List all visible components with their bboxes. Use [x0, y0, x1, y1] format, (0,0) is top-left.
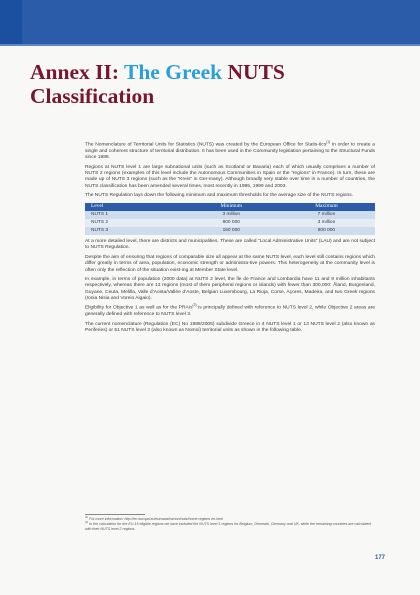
- table-header-maximum: Maximum: [278, 203, 375, 211]
- table-cell: 800 000: [278, 227, 375, 235]
- table-cell: NUTS 3: [85, 227, 185, 235]
- table-row: [85, 211, 375, 219]
- page-title: [30, 60, 390, 108]
- footnote-divider: [85, 514, 145, 515]
- table-header-minimum: Minimum: [185, 203, 278, 211]
- footnote-2: $^{(2)}$ In the calculation for the EU-15 eligible regions we have included the NUTS level 1 regions for Belgium, Denmark, Germany and UK, while the remaining countries are calculated with their NUTS level 2 regions.: [85, 520, 371, 531]
- title-prefix: Annex II:: [30, 60, 124, 84]
- paragraph-eligibility: Eligibility for Objective 1 as well as for the PRAIs$^{(2)}$ is principally defined with reference to NUTS level 2, while Objective 2 areas are generally defined with reference to NUTS level 3.: [85, 303, 375, 318]
- table-cell: NUTS 2: [85, 219, 185, 227]
- table-cell: 150 000: [185, 227, 278, 235]
- footnote-ref-2[interactable]: (2): [192, 303, 197, 308]
- header-side-block: [0, 0, 22, 44]
- table-cell: 3 million: [185, 211, 278, 219]
- table-header-level: Level: [85, 203, 185, 211]
- paragraph-lau: At a more detailed level, there are districts and municipalities. These are called “Local Administrative Units” (LAU) and are not subject to NUTS Regulation.: [85, 239, 375, 251]
- body-text: [85, 142, 375, 338]
- header-rule: [0, 44, 420, 46]
- title-highlight: The Greek: [124, 60, 223, 84]
- table-cell: 7 million: [278, 211, 375, 219]
- footnote-ref-1[interactable]: (1): [326, 140, 331, 144]
- footnote-1: $^{(1)}$ For more information: http://ec.europa.eu/eurostat/ramon/nuts/home regions en.html: [85, 515, 224, 521]
- table-cell: NUTS 1: [85, 211, 185, 219]
- table-row: [85, 227, 375, 235]
- page-number: 177: [374, 555, 385, 561]
- nuts-threshold-table: [85, 203, 375, 236]
- paragraph-thresholds: The NUTS Regulation lays down the following minimum and maximum thresholds for the average size of the NUTS regions.: [85, 193, 354, 199]
- title-line-2: Classification: [30, 84, 155, 108]
- paragraph-heterogeneity: Despite the aim of ensuring that regions of comparable size all appear at the same NUTS level, each level still contains regions which differ greatly in terms of area, population, economic strength or administra-tive powers. This heterogeneity at the community level is often only the reflection of the situation exist-ing at Member State level.: [85, 254, 375, 273]
- footnotes: [85, 517, 375, 532]
- paragraph-intro: The Nomenclature of Territorial Units for Statistics (NUTS) was created by the European Office for Statis-tics$^{(1)}$ in order to create a single and coherent structure of territorial distribution. It has been used in the Community legislation pertaining to the Structural Funds since 1988.: [85, 140, 375, 161]
- header-band: [0, 0, 420, 44]
- paragraph-population-example: In example, in terms of population (2000 data) at NUTS 2 level, the Île de France and Lombardia have 11 and 9 million inhabitants respectively, whereas there are 13 regions (most of them peripheral regions or islands) with fewer than 300,000: Åland, Burgenland, Guyane, Ceuta, Melilla, Valle d’Aosta/Vallée d’Aoste, Belgian Luxembourg, La Rioja, Corse, Açores, Madeira, and two Greek regions (Ionia Nisia and Voreio Aigaio).: [85, 276, 375, 301]
- paragraph-levels: Regions at NUTS level 1 are large subnational units (such as Scotland or Bavaria) each of which usually comprises a number of NUTS 2 regions (examples of this level include the Autonomous Communities in Spain or the “regions” in France). In turn, these are made up of NUTS 3 regions (such as the “Kreis” in Ger-many). Although broadly very stable over time in a number of countries, the NUTS classification has been amended several times, most recently in 1995, 1999 and 2003.: [85, 164, 375, 189]
- table-cell: 800 000: [185, 219, 278, 227]
- paragraph-current-nomenclature: The current nomenclature (Regulation (EC) No 1888/2005) subdivide Greece in 4 NUTS level 1 or 13 NUTS level 2 (also known as Periferies) or 51 NUTS level 3 (also known as Nomoi) territorial units as shown in the following table.: [85, 321, 375, 334]
- table-cell: 3 million: [278, 219, 375, 227]
- table-row: [85, 219, 375, 227]
- title-suffix: NUTS: [222, 60, 285, 84]
